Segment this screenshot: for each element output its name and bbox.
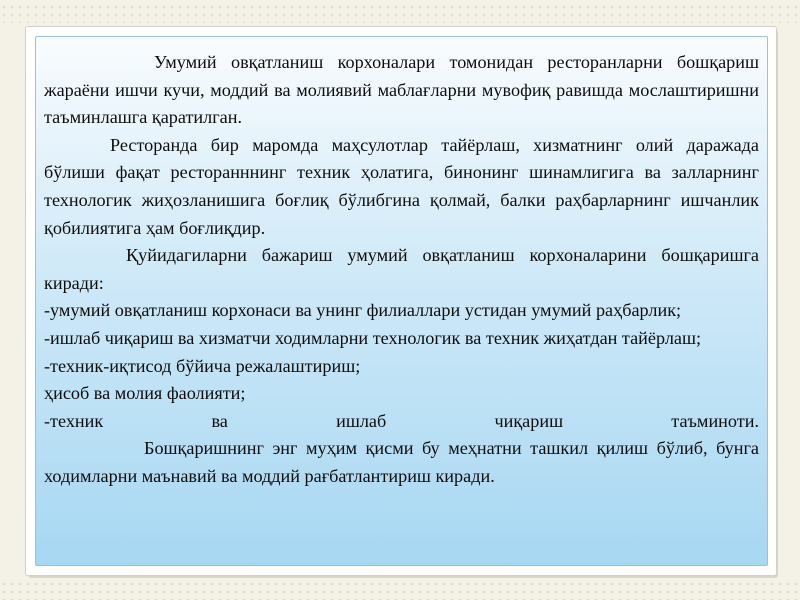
decorative-dot-band-top bbox=[0, 3, 800, 23]
list-item-technical-planning: -техник-иқтисод бўйича режалаштириш; bbox=[44, 355, 361, 376]
list-item-general-leadership: -умумий овқатланиш корхонаси ва унинг филиаллари устидан умумий раҳбарлик; bbox=[44, 300, 682, 321]
decorative-dot-band-bottom bbox=[0, 580, 800, 600]
list-item-technical-supply: -техник ва ишлаб чиқариш таъминоти. bbox=[44, 410, 759, 431]
paragraph-management-tasks-intro: Қуйидагиларни бажариш умумий овқатланиш корхоналарини бошқаришга киради: bbox=[44, 245, 759, 293]
list-item-accounting-finance: ҳисоб ва молия фаолияти; bbox=[44, 383, 246, 404]
slide-body-text bbox=[44, 49, 759, 491]
slide-frame bbox=[25, 26, 777, 576]
paragraph-labor-organization: Бошқаришнинг энг муҳим қисми бу меҳнатни ташкил қилиш бўлиб, бунга ходимларни маънавий ва моддий рағбатлантириш киради. bbox=[44, 438, 759, 486]
list-item-staff-training: -ишлаб чиқариш ва хизматчи ходимларни технологик ва техник жиҳатдан тайёрлаш; bbox=[44, 327, 702, 348]
paragraph-service-quality: Ресторанда бир маромда маҳсулотлар тайёрлаш, хизматнинг олий даражада бўлиши фақат ресторанннинг техник ҳолатига, бинонинг шинамлигига ва залларнинг технологик жиҳозланишига боғлиқ бўлибгина қолмай, балки раҳбарларнинг ишчанлик қобилиятига ҳам боғлиқдир. bbox=[44, 134, 759, 238]
paragraph-management-goal: Умумий овқатланиш корхоналари томонидан ресторанларни бошқариш жараёни ишчи кучи, моддий ва молиявий маблағларни мувофиқ равишда мослаштиришни таъминлашга қаратилган. bbox=[44, 52, 759, 128]
content-panel bbox=[35, 36, 768, 566]
